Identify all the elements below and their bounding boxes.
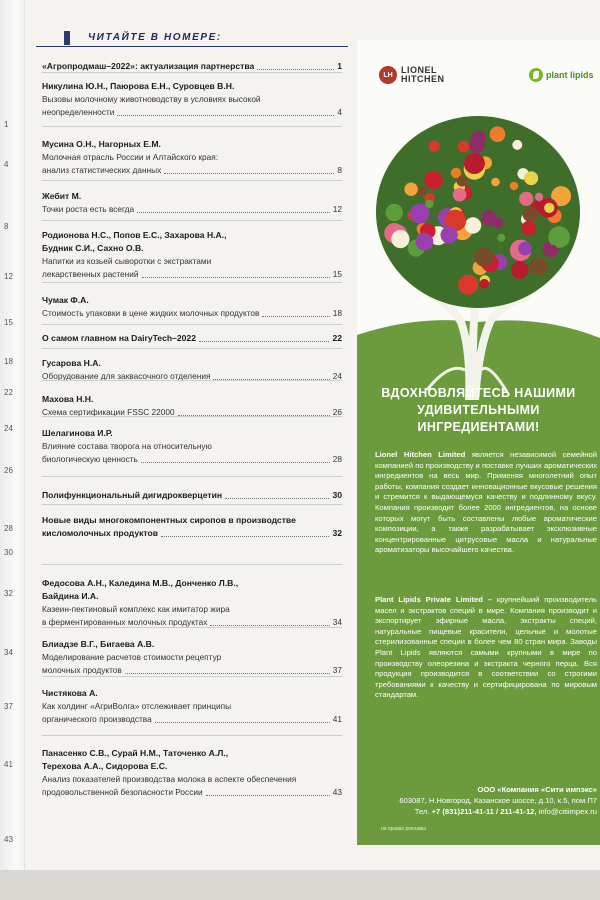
ad-paragraph-text: крупнейший производитель масел и экстрактов специй в мире. Компания производит и экспортирует эфирные масла, экстракты специй, натуральные пищевые красители, цельные и молотые стерилизованные специи в более чем 80 стран мира. Заводы Plant Lipids являются самыми крупными в мире по производству олеорезина и экстракта черного перца. Вся продукция производится в соответствии со строгими требованиями к качеству и сертифицирована по мировым стандартам. xyxy=(375,595,597,700)
toc-entry xyxy=(42,190,342,216)
ad-phone: +7 (831)211-41-11 / 211-41-12, xyxy=(431,807,537,816)
section-heading xyxy=(42,527,342,540)
plant-lipids-logo xyxy=(529,68,594,82)
entry-text: кисломолочных продуктов xyxy=(42,528,159,538)
article-title xyxy=(42,106,342,119)
fruit-illustration-element xyxy=(386,204,403,221)
ad-phone-line xyxy=(375,806,597,817)
ad-headline-line: ИНГРЕДИЕНТАМИ! xyxy=(417,420,540,434)
leader-dots xyxy=(199,341,329,342)
ad-paragraph-lionel xyxy=(375,450,597,556)
article-title xyxy=(42,406,342,419)
edge-page-number: 37 xyxy=(4,702,13,711)
previous-page-edge xyxy=(0,0,25,900)
entry-text: молочных продуктов xyxy=(42,665,122,675)
leader-dots xyxy=(142,277,330,278)
toc-entry xyxy=(42,332,342,345)
lionel-hitchen-logo-mark: LH xyxy=(379,66,397,84)
article-title xyxy=(42,603,342,616)
entry-separator xyxy=(42,476,342,477)
leader-dots xyxy=(155,722,330,723)
fruit-illustration-element xyxy=(523,206,539,222)
entry-text: Схема сертификации FSSC 22000 xyxy=(42,407,175,417)
lionel-hitchen-logo xyxy=(379,66,449,84)
table-of-contents xyxy=(36,30,348,797)
toc-title: ЧИТАЙТЕ В НОМЕРЕ: xyxy=(88,32,222,43)
fruit-illustration-element xyxy=(416,233,434,251)
edge-page-number: 41 xyxy=(4,760,13,769)
authors xyxy=(42,760,342,773)
page-number: 18 xyxy=(332,308,342,318)
fruit-illustration-element xyxy=(464,153,485,174)
entry-text: в ферментированных молочных продуктах xyxy=(42,617,208,627)
page-number: 28 xyxy=(332,454,342,464)
fruit-illustration-element xyxy=(518,242,532,256)
authors xyxy=(42,638,342,651)
entry-separator xyxy=(42,324,342,325)
authors xyxy=(42,229,342,242)
entry-separator xyxy=(42,282,342,283)
fruit-illustration-element xyxy=(524,171,538,185)
entry-text: Казеин-пектиновый комплекс как имитатор жира xyxy=(42,604,230,614)
entry-separator xyxy=(42,676,342,677)
leader-dots xyxy=(210,625,329,626)
article-title xyxy=(42,268,342,281)
authors xyxy=(42,80,342,93)
entry-separator xyxy=(42,180,342,181)
article-title xyxy=(42,786,342,799)
entry-separator xyxy=(42,72,342,73)
ad-contact-block xyxy=(375,784,597,817)
fruit-illustration-element xyxy=(404,183,417,196)
fruit-illustration-element xyxy=(441,226,458,243)
ad-illustration-area xyxy=(357,40,600,400)
ad-company-name: Plant Lipids Private Limited – xyxy=(375,595,492,604)
article-title xyxy=(42,164,342,177)
toc-entry xyxy=(42,294,342,320)
edge-page-number: 28 xyxy=(4,524,13,533)
article-title xyxy=(42,307,342,320)
toc-entry xyxy=(42,747,342,799)
article-title xyxy=(42,440,342,453)
entry-text: Байдина И.А. xyxy=(42,591,99,601)
edge-page-number: 4 xyxy=(4,160,9,169)
authors xyxy=(42,590,342,603)
fruit-illustration-element xyxy=(429,141,440,152)
leader-dots xyxy=(125,673,330,674)
fruit-illustration-element xyxy=(453,188,467,202)
entry-text: неопределенности xyxy=(42,107,115,117)
fruit-illustration-element xyxy=(547,245,558,256)
page-number: 24 xyxy=(332,371,342,381)
edge-page-number: 32 xyxy=(4,589,13,598)
page-number: 41 xyxy=(332,714,342,724)
fruit-illustration-element xyxy=(530,258,547,275)
article-title xyxy=(42,151,342,164)
entry-text: лекарственных растений xyxy=(42,269,139,279)
plant-lipids-logo-text: plant lipids xyxy=(546,70,594,80)
toc-entry xyxy=(42,489,342,502)
leader-dots xyxy=(161,536,329,537)
fruit-illustration-element xyxy=(425,200,433,208)
entry-separator xyxy=(42,504,342,505)
page-number: 15 xyxy=(332,269,342,279)
edge-page-number: 30 xyxy=(4,548,13,557)
entry-separator xyxy=(42,735,342,736)
fruit-illustration-element xyxy=(491,178,500,187)
fruit-illustration-element xyxy=(458,141,470,153)
page-number: 12 xyxy=(332,204,342,214)
entry-text: Блиадзе В.Г., Бигаева А.В. xyxy=(42,639,155,649)
leader-dots xyxy=(206,795,330,796)
entry-text: Мусина О.Н., Нагорных Е.М. xyxy=(42,139,161,149)
fruit-illustration-element xyxy=(519,192,533,206)
ad-phone-label: Тел. xyxy=(414,807,430,816)
page-number: 1 xyxy=(337,61,342,71)
fruit-illustration-element xyxy=(512,140,522,150)
fruit-illustration-element xyxy=(471,131,486,146)
entry-separator xyxy=(42,380,342,381)
page-number: 30 xyxy=(332,490,342,500)
toc-entry xyxy=(42,577,342,629)
toc-entry xyxy=(42,229,342,281)
leader-dots xyxy=(257,69,334,70)
edge-page-number: 24 xyxy=(4,424,13,433)
entry-text: Родионова Н.С., Попов Е.С., Захарова Н.А., xyxy=(42,230,227,240)
entry-separator xyxy=(42,416,342,417)
lionel-hitchen-logo-text: LIONEL HITCHEN xyxy=(401,65,445,84)
fruit-tree-illustration xyxy=(357,100,600,400)
ad-headline xyxy=(357,385,600,436)
article-title xyxy=(42,255,342,268)
authors xyxy=(42,393,342,406)
toc-entry xyxy=(42,638,342,677)
authors xyxy=(42,577,342,590)
edge-page-number: 8 xyxy=(4,222,9,231)
ad-headline-line: ВДОХНОВЛЯЙТЕСЬ НАШИМИ xyxy=(381,386,576,400)
entry-text: Терехова А.А., Сидорова Е.С. xyxy=(42,761,168,771)
edge-page-number: 22 xyxy=(4,388,13,397)
entry-text: Шелагинова И.Р. xyxy=(42,428,113,438)
section-heading xyxy=(42,489,342,502)
ad-disclaimer: на правах рекламы xyxy=(381,826,427,832)
entry-text: Чумак Ф.А. xyxy=(42,295,89,305)
entry-text: продовольственной безопасности России xyxy=(42,787,203,797)
page-number: 32 xyxy=(332,528,342,538)
ad-company-name: Lionel Hitchen Limited xyxy=(375,450,466,459)
entry-text: Махова Н.Н. xyxy=(42,394,94,404)
entry-text: Оборудование для заквасочного отделения xyxy=(42,371,211,381)
fruit-illustration-element xyxy=(511,261,529,279)
page-number: 34 xyxy=(332,617,342,627)
page-number: 26 xyxy=(332,407,342,417)
plant-lipids-leaf-icon xyxy=(529,68,543,82)
entry-text: Федосова А.Н., Каледина М.В., Донченко Л.В., xyxy=(42,578,239,588)
edge-page-number: 12 xyxy=(4,272,13,281)
entry-text: Стоимость упаковки в цене жидких молочных продуктов xyxy=(42,308,260,318)
fruit-illustration-element xyxy=(535,193,543,201)
authors xyxy=(42,687,342,700)
edge-page-number: 15 xyxy=(4,318,13,327)
toc-header-bar xyxy=(64,31,70,45)
fruit-illustration-element xyxy=(424,171,443,190)
entry-text: О самом главном на DairyTech–2022 xyxy=(42,333,196,343)
entry-separator xyxy=(42,348,342,349)
page-number: 37 xyxy=(332,665,342,675)
edge-page-number: 26 xyxy=(4,466,13,475)
article-title xyxy=(42,773,342,786)
fruit-illustration-element xyxy=(391,230,409,248)
page-number: 8 xyxy=(337,165,342,175)
entry-text: Чистякова А. xyxy=(42,688,98,698)
authors xyxy=(42,357,342,370)
entry-separator xyxy=(42,126,342,127)
advertisement xyxy=(357,40,600,845)
entry-text: Вызовы молочному животноводству в условиях высокой xyxy=(42,94,261,104)
ad-paragraph-plant-lipids xyxy=(375,595,597,701)
toc-entry xyxy=(42,138,342,177)
article-title xyxy=(42,453,342,466)
entry-text: Молочная отрасль России и Алтайского края: xyxy=(42,152,219,162)
authors xyxy=(42,138,342,151)
page-number: 43 xyxy=(332,787,342,797)
toc-header xyxy=(36,30,348,47)
article-title xyxy=(42,203,342,216)
entry-text: Напитки из козьей сыворотки с экстрактами xyxy=(42,256,212,266)
edge-page-number: 43 xyxy=(4,835,13,844)
leader-dots xyxy=(117,115,334,116)
fruit-illustration-element xyxy=(521,221,536,236)
entry-text: анализ статистических данных xyxy=(42,165,162,175)
entry-separator xyxy=(42,564,342,565)
entry-text: Влияние состава творога на относительную xyxy=(42,441,212,451)
ad-address: 603087, Н.Новгород, Казанское шоссе, д.10, к.5, пом.П7 xyxy=(399,796,597,805)
article-title xyxy=(42,713,342,726)
fruit-illustration-element xyxy=(497,234,505,242)
fruit-illustration-element xyxy=(465,217,481,233)
entry-text: Как холдинг «АгриВолга» отслеживает принципы xyxy=(42,701,232,711)
fruit-illustration-element xyxy=(493,218,504,229)
fruit-illustration-element xyxy=(479,279,489,289)
ad-distributor-name: ООО «Компания «Сити импэкс» xyxy=(477,785,597,794)
authors xyxy=(42,242,342,255)
ad-email: info@citiimpex.ru xyxy=(538,807,597,816)
entry-separator xyxy=(42,220,342,221)
authors xyxy=(42,190,342,203)
toc-entry xyxy=(42,687,342,726)
leader-dots xyxy=(262,316,329,317)
edge-page-number: 18 xyxy=(4,357,13,366)
toc-entry xyxy=(42,80,342,119)
edge-page-number: 1 xyxy=(4,120,9,129)
toc-entry xyxy=(42,514,342,540)
fruit-illustration-element xyxy=(458,275,478,295)
article-title xyxy=(42,651,342,664)
entry-text: Полифункциональный дигидрокверцетин xyxy=(42,490,223,500)
article-title xyxy=(42,93,342,106)
entry-text: Моделирование расчетов стоимости рецептур xyxy=(42,652,222,662)
section-heading xyxy=(42,332,342,345)
toc-entry xyxy=(42,427,342,466)
entry-text: Никулина Ю.Н., Паюрова Е.Н., Суровцев В.Н. xyxy=(42,81,235,91)
fruit-illustration-element xyxy=(490,126,506,142)
entry-text: Жебит М. xyxy=(42,191,82,201)
entry-text: Новые виды многокомпонентных сиропов в производстве xyxy=(42,515,296,525)
page-number: 4 xyxy=(337,107,342,117)
leader-dots xyxy=(137,212,330,213)
entry-text: органического производства xyxy=(42,714,152,724)
ad-paragraph-text: является независимой семейной компанией по производству и поставке лучших ароматических ингредиентов на весь мир. Применяя многолетний опыт работы, компания создает инновационные вкусовые решения и стремится к выдающемуся качеству и подлинному вкусу. Компания производит более 2000 ингредиентов, на основе которых могут быть составлены любые ароматические композиции, а также разрабатывает эксклюзивные концентрированные цитрусовые масла и натуральные ароматизаторы высочайшего качества. xyxy=(375,450,597,555)
page-number: 22 xyxy=(332,333,342,343)
fruit-illustration-element xyxy=(474,248,493,267)
entry-text: Гусарова Н.А. xyxy=(42,358,101,368)
authors xyxy=(42,427,342,440)
leader-dots xyxy=(225,498,329,499)
entry-separator xyxy=(42,627,342,628)
section-heading xyxy=(42,514,342,527)
entry-text: Анализ показателей производства молока в аспекте обеспечения xyxy=(42,774,297,784)
scan-bottom-edge xyxy=(0,870,600,900)
leader-dots xyxy=(164,173,334,174)
fruit-illustration-element xyxy=(457,176,468,187)
authors xyxy=(42,747,342,760)
authors xyxy=(42,294,342,307)
entry-text: Панасенко С.В., Сурай Н.М., Таточенко А.Л., xyxy=(42,748,229,758)
fruit-illustration-element xyxy=(544,203,554,213)
entry-text: биологическую ценность xyxy=(42,454,138,464)
entry-text: Точки роста есть всегда xyxy=(42,204,135,214)
article-title xyxy=(42,370,342,383)
entry-text: «Агропродмаш–2022»: актуализация партнерства xyxy=(42,61,255,71)
fruit-illustration-element xyxy=(548,226,570,248)
ad-headline-line: УДИВИТЕЛЬНЫМИ xyxy=(417,403,540,417)
edge-page-number: 34 xyxy=(4,648,13,657)
fruit-illustration-element xyxy=(510,182,518,190)
entry-text: Будник С.И., Сахно О.В. xyxy=(42,243,144,253)
leader-dots xyxy=(141,462,330,463)
article-title xyxy=(42,700,342,713)
